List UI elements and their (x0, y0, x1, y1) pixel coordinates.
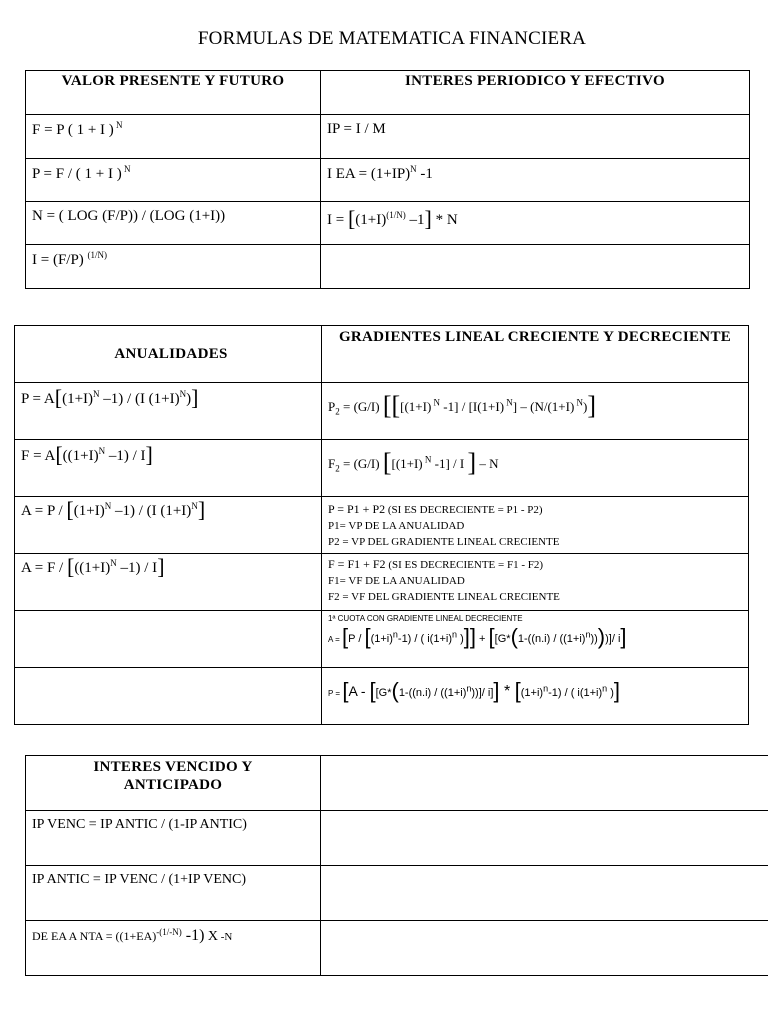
header-interes-vencido-anticipado: INTERES VENCIDO Y ANTICIPADO (26, 756, 321, 811)
formula-iea: I EA = $(1+IP)^N$ -1 (321, 159, 750, 202)
gradiente-f-total: F = F1 + F2 (SI ES DECRECIENTE = F1 - F2) F1= VF DE LA ANUALIDAD F2 = VF DEL GRADIENTE LINEAL CRECIENTE (322, 554, 749, 611)
formula-i-nominal: $I = [(1+I)^{(1/N)}$ –1] * N (321, 202, 750, 245)
formula-n: N = ( LOG (F/P)) / (LOG (1+I)) (26, 202, 321, 245)
formula-anualidad-a-desde-f: $A = F / [((1+I)^N$ –1) / I] (15, 554, 322, 611)
formula-anualidad-f: $F = A[((1+I)^N$ –1) / I] (15, 440, 322, 497)
table-valor-interes (25, 70, 750, 289)
header-anualidades: ANUALIDADES (15, 326, 322, 383)
formula-ea-a-nta: DE EA A NTA = ($(1+EA)^{-(1/-N)}$ -1) X -N (26, 921, 321, 976)
formula-gradiente-p2: $P_2 = (G/I)$ [[[(1+I) $^N$ -1] / [I(1+I) $^N$] – (N/(1+I) $^N$)] (322, 383, 749, 440)
formula-i-tasa: I = (F/P) $^{(1/N)}$ (26, 245, 321, 289)
header-gradientes: GRADIENTES LINEAL CRECIENTE Y DECRECIENTE (322, 326, 749, 383)
table-interes-vencido-anticipado (25, 755, 768, 976)
empty-cell (321, 245, 750, 289)
formula-gradiente-f2: $F_2 = (G/I)$ [[(1+I) $^N$ -1] / I ] – N (322, 440, 749, 497)
header-interes-periodico-efectivo: INTERES PERIODICO Y EFECTIVO (321, 71, 750, 115)
formula-anualidad-a-desde-p: $A = P / [(1+I)^N$ –1) / (I $(1+I)^N$] (15, 497, 322, 554)
empty-cell (15, 611, 322, 668)
empty-cell (321, 811, 768, 866)
header-valor-presente-futuro: VALOR PRESENTE Y FUTURO (26, 71, 321, 115)
formula-ip: IP = I / M (321, 115, 750, 159)
empty-cell (321, 921, 768, 976)
page-title: FORMULAS DE MATEMATICA FINANCIERA (197, 28, 587, 49)
formula-p-gradiente-decreciente: $P = [A - [[G*(1-((n.i) / ((1+i)^n))]/$ $i]] * [(1+i)^n-1)$ / ( $i(1+i)^n$ )] (322, 668, 749, 725)
formula-ip-antic: IP ANTIC = IP VENC / (1+IP VENC) (26, 866, 321, 921)
formula-anualidad-p: $P = A[(1+I)^N$ –1) / (I $(1+I)^N$)] (15, 383, 322, 440)
formula-p-valor-presente: P = F / ( 1 + I ) $^N$ (26, 159, 321, 202)
formula-ip-venc: IP VENC = IP ANTIC / (1-IP ANTIC) (26, 811, 321, 866)
empty-cell (321, 866, 768, 921)
table-anualidades-gradientes (14, 325, 749, 725)
empty-cell (321, 756, 768, 811)
gradiente-p-total: P = P1 + P2 (SI ES DECRECIENTE = P1 - P2) P1= VP DE LA ANUALIDAD P2 = VP DEL GRADIENTE LINEAL CRECIENTE (322, 497, 749, 554)
formula-f-valor-futuro: F = P ( 1 + I ) $^N$ (26, 115, 321, 159)
formula-cuota-gradiente-decreciente: 1ª CUOTA CON GRADIENTE LINEAL DECRECIENTE $A = [P / [(1+i)^n-1)$ / ( $i(1+i)^n$ )]] + $[[G*(1-((n.i) / ((1+i)^n))))]/$ i] (322, 611, 749, 668)
empty-cell (15, 668, 322, 725)
